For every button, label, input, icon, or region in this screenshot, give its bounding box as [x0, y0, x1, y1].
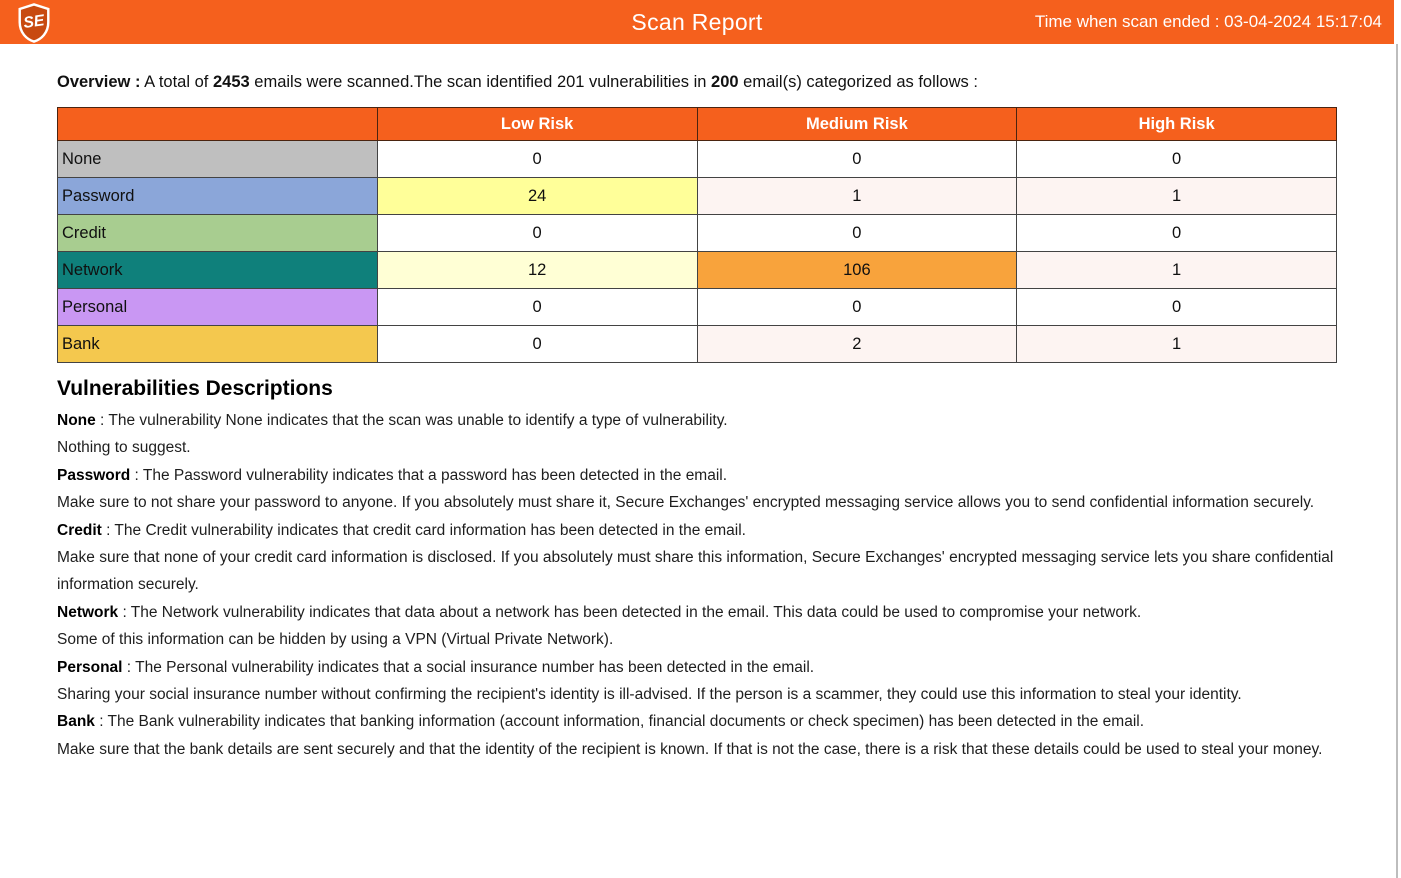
risk-cell: 24: [377, 178, 697, 215]
table-row: [58, 326, 1337, 363]
table-row: [58, 289, 1337, 326]
vulnerability-advice: Make sure that the bank details are sent securely and that the identity of the recipient is known. If that is not the case, there is a risk that these details could be used to steal your money.: [57, 740, 1323, 758]
row-label-network: Network: [58, 252, 378, 289]
vulnerability-term-line: [57, 407, 1337, 434]
scan-end-time: Time when scan ended : 03-04-2024 15:17:04: [1034, 12, 1382, 31]
risk-cell: 0: [697, 289, 1017, 326]
risk-cell: 1: [697, 178, 1017, 215]
vulnerability-description: [57, 407, 1337, 462]
vulnerability-term-line: [57, 462, 1337, 489]
descriptions-heading: Vulnerabilities Descriptions: [57, 377, 333, 400]
risk-cell: 0: [1017, 141, 1337, 178]
vulnerability-definition: : The vulnerability None indicates that the scan was unable to identify a type of vulnerability.: [95, 412, 728, 429]
row-label-password: Password: [58, 178, 378, 215]
vulnerability-term-line: [57, 654, 1337, 681]
risk-cell: 0: [697, 141, 1017, 178]
vulnerability-term: Bank: [57, 713, 95, 731]
vulnerability-term: Network: [57, 603, 119, 621]
overview-line: [57, 73, 1337, 92]
table-header-row: [58, 108, 1337, 141]
vulnerability-advice: Make sure to not share your password to anyone. If you absolutely must share it, Secure Exchanges' encrypted messaging service allows you to send confidential information securely.: [57, 494, 1315, 512]
vulnerability-term-line: [57, 708, 1337, 735]
vulnerability-definition: : The Credit vulnerability indicates that credit card information has been detected in the email.: [101, 521, 746, 539]
risk-cell: 0: [1017, 215, 1337, 252]
risk-cell: 2: [697, 326, 1017, 363]
vulnerability-definition: : The Personal vulnerability indicates that a social insurance number has been detected in the email.: [122, 658, 815, 676]
row-label-bank: Bank: [58, 326, 378, 363]
vulnerability-term: None: [57, 412, 96, 429]
svg-text:SE: SE: [22, 12, 46, 32]
shield-icon: [16, 3, 52, 43]
vulnerability-description: [57, 517, 1337, 599]
vulnerability-definition: : The Bank vulnerability indicates that banking information (account information, financial documents or check specimen) has been detected in the email.: [94, 713, 1145, 731]
report-body: [0, 44, 1401, 763]
column-header-high-risk: High Risk: [1017, 108, 1337, 141]
page-edge: [1396, 44, 1398, 878]
risk-cell: 0: [1017, 289, 1337, 326]
row-label-none: None: [58, 141, 378, 178]
risk-cell: 0: [697, 215, 1017, 252]
table-row: [58, 252, 1337, 289]
vulnerability-term-line: [57, 517, 1337, 544]
vulnerability-description: [57, 599, 1337, 654]
vulnerability-description: [57, 462, 1337, 517]
vulnerability-advice: Make sure that none of your credit card information is disclosed. If you absolutely must share this information, Secure Exchanges' encrypted messaging service lets you share confidential information securely.: [57, 549, 1334, 594]
column-header-low-risk: Low Risk: [377, 108, 697, 141]
vulnerability-definition: : The Network vulnerability indicates that data about a network has been detected in the email. This data could be used to compromise your network.: [118, 603, 1142, 621]
table-row: [58, 215, 1337, 252]
row-label-personal: Personal: [58, 289, 378, 326]
vulnerability-description: [57, 654, 1337, 709]
descriptions-section: [57, 407, 1337, 763]
risk-cell: 0: [377, 141, 697, 178]
risk-cell: 0: [377, 215, 697, 252]
vulnerability-description: [57, 708, 1337, 763]
risk-cell: 106: [697, 252, 1017, 289]
risk-cell: 1: [1017, 252, 1337, 289]
vulnerability-term: Personal: [57, 658, 123, 676]
vulnerability-advice: Nothing to suggest.: [57, 439, 191, 457]
header-bar: [0, 0, 1394, 44]
vulnerability-term-line: [57, 599, 1337, 626]
vulnerability-advice: Some of this information can be hidden by using a VPN (Virtual Private Network).: [57, 631, 614, 649]
table-row: [58, 178, 1337, 215]
row-label-credit: Credit: [58, 215, 378, 252]
page-title: Scan Report: [631, 8, 763, 35]
risk-cell: 1: [1017, 326, 1337, 363]
overview-flagged-emails: 200: [711, 73, 739, 91]
risk-cell: 1: [1017, 178, 1337, 215]
overview-text-3: email(s) categorized as follows :: [743, 73, 978, 91]
corner-header-cell: [58, 108, 378, 141]
table-row: [58, 141, 1337, 178]
overview-text-1: A total of: [144, 73, 209, 91]
risk-cell: 12: [377, 252, 697, 289]
vulnerability-advice: Sharing your social insurance number without confirming the recipient's identity is ill-advised. If the person is a scammer, they could use this information to steal your identity.: [57, 686, 1242, 704]
risk-cell: 0: [377, 289, 697, 326]
overview-total-emails: 2453: [212, 73, 250, 91]
risk-cell: 0: [377, 326, 697, 363]
vulnerability-definition: : The Password vulnerability indicates that a password has been detected in the email.: [130, 466, 728, 484]
vulnerability-term: Password: [57, 466, 131, 484]
overview-label: Overview :: [57, 73, 141, 91]
overview-text-2: emails were scanned.The scan identified 201 vulnerabilities in: [254, 73, 707, 91]
column-header-medium-risk: Medium Risk: [697, 108, 1017, 141]
vulnerability-summary-table: [57, 107, 1337, 363]
vulnerability-term: Credit: [57, 521, 102, 539]
